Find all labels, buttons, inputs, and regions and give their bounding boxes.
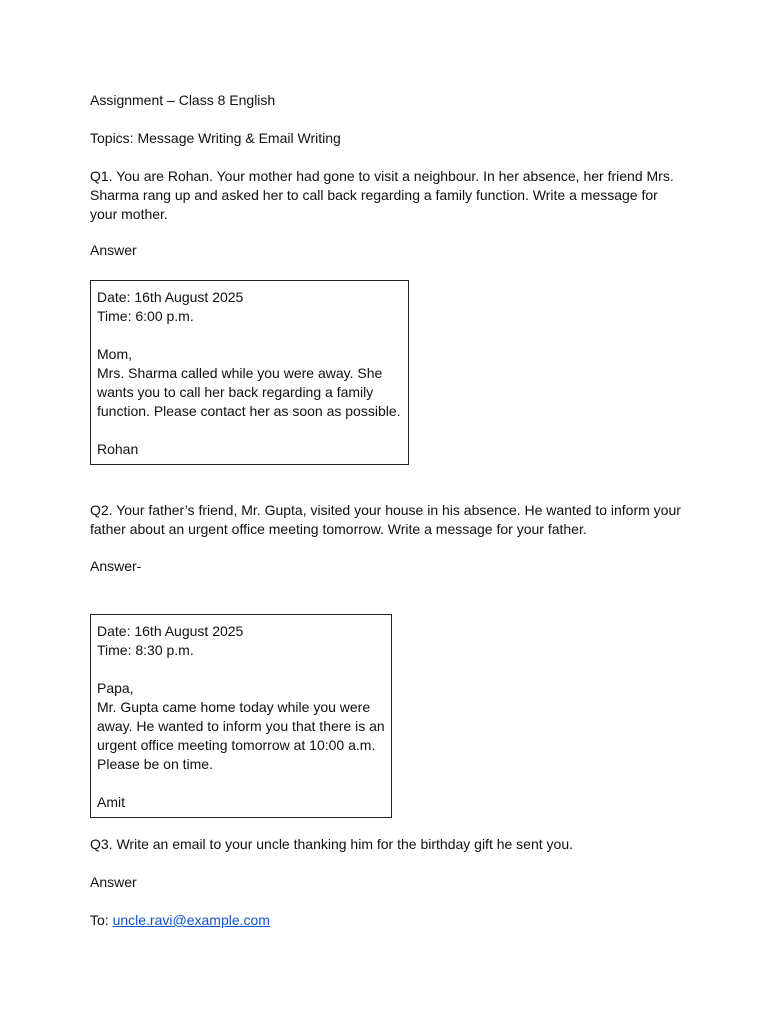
q2-message-box [90, 614, 392, 818]
q1-message-time: Time: 6:00 p.m. [97, 308, 194, 324]
q3-answer-label: Answer [90, 874, 137, 890]
q1-answer-label: Answer [90, 242, 137, 258]
assignment-title: Assignment – Class 8 English [90, 92, 276, 108]
q2-blank-line-2 [97, 774, 385, 793]
q1-blank-line [97, 326, 402, 345]
q2-message-date: Date: 16th August 2025 [97, 623, 244, 639]
topics-line: Topics: Message Writing & Email Writing [90, 130, 341, 146]
q1-message-body: Mrs. Sharma called while you were away. She wants you to call her back regarding a family function. Please contact her as soon as possible. [97, 365, 401, 419]
q2-message-signature: Amit [97, 794, 125, 810]
q2-answer-label: Answer- [90, 558, 142, 574]
q2-message-body: Mr. Gupta came home today while you were away. He wanted to inform you that there is an urgent office meeting tomorrow at 10:00 a.m. Please be on time. [97, 699, 385, 772]
email-link[interactable]: uncle.ravi@example.com [112, 912, 270, 928]
q2-question: Q2. Your father’s friend, Mr. Gupta, visited your house in his absence. He wanted to inform your father about an urgent office meeting tomorrow. Write a message for your father. [90, 502, 681, 537]
to-label: To: [90, 912, 113, 928]
q3-to-line [90, 911, 690, 930]
q1-message-salutation: Mom, [97, 346, 132, 362]
q2-message-salutation: Papa, [97, 680, 134, 696]
q1-message-box [90, 280, 409, 465]
q1-message-signature: Rohan [97, 441, 139, 457]
q2-blank-line [97, 660, 385, 679]
q2-message-time: Time: 8:30 p.m. [97, 642, 194, 658]
q1-message-date: Date: 16th August 2025 [97, 289, 244, 305]
q1-blank-line-2 [97, 421, 402, 440]
q1-question: Q1. You are Rohan. Your mother had gone to visit a neighbour. In her absence, her friend Mrs. Sharma rang up and asked her to call back regarding a family function. Write a message for your mother. [90, 168, 674, 222]
q3-question: Q3. Write an email to your uncle thanking him for the birthday gift he sent you. [90, 836, 573, 852]
